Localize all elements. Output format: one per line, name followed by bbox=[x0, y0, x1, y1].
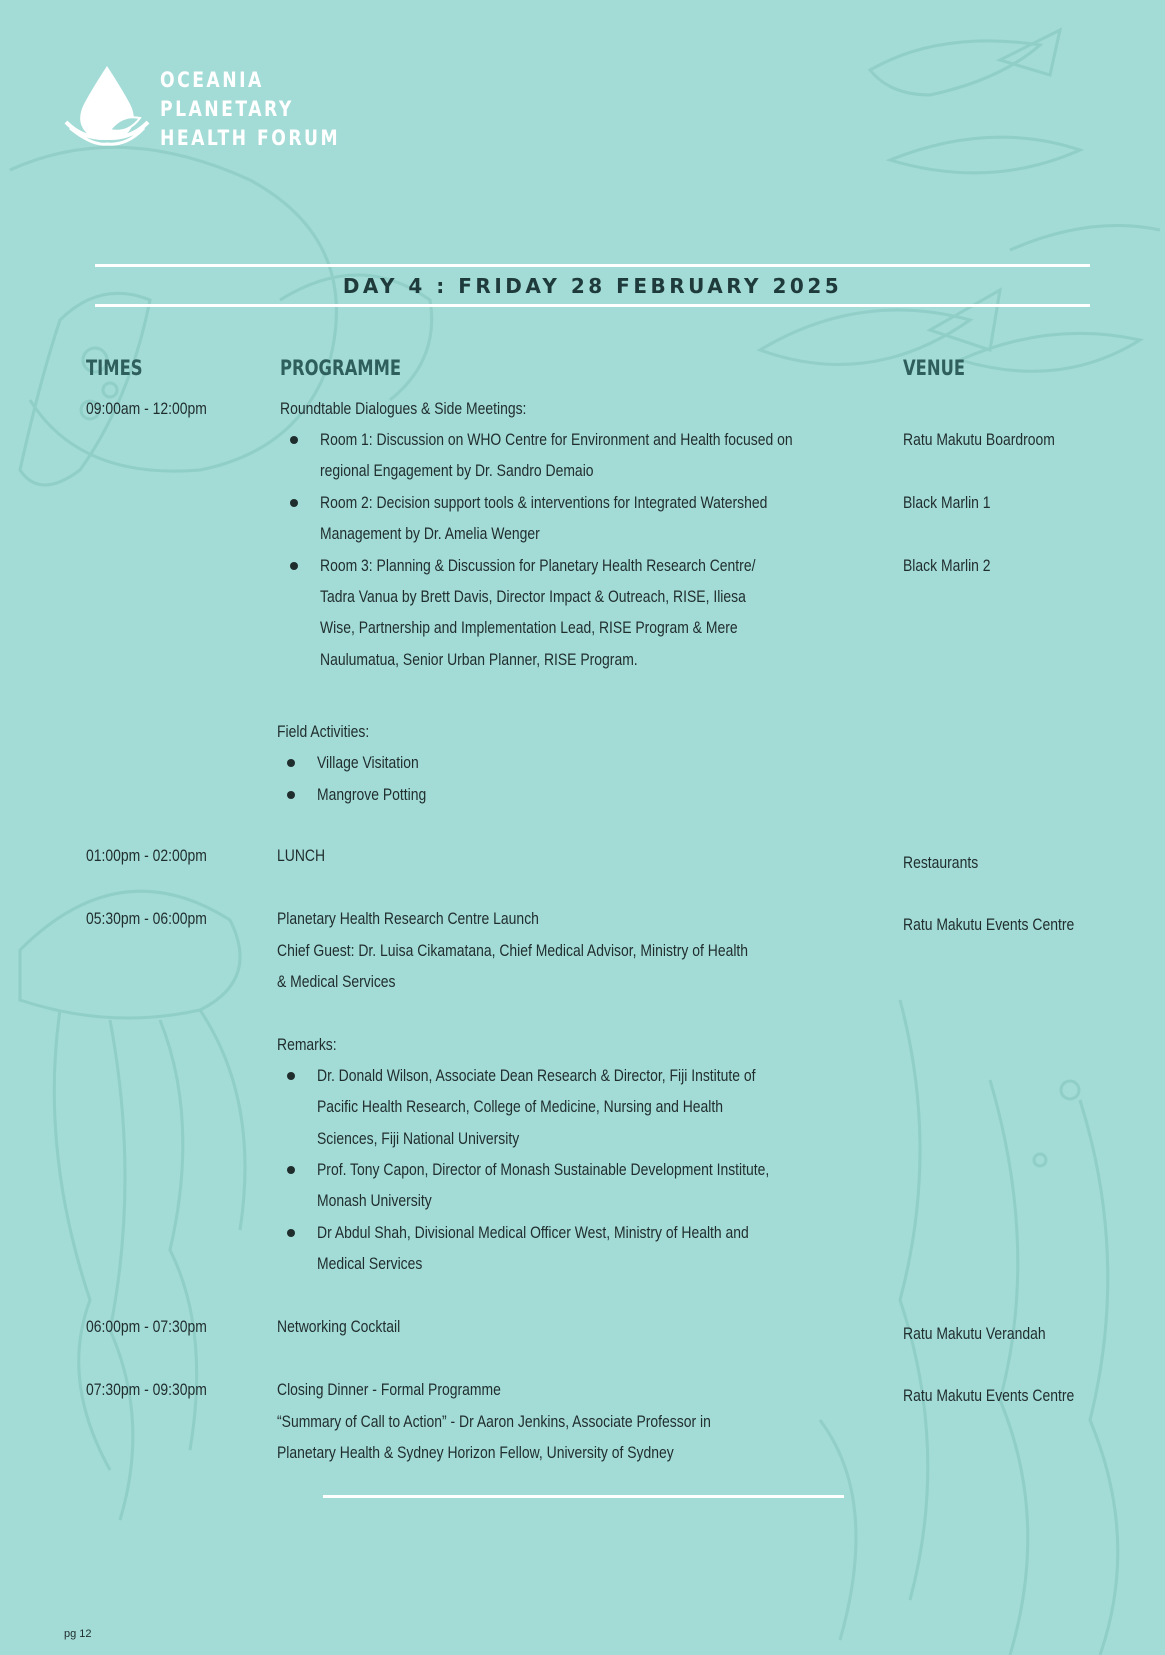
bullet bbox=[287, 759, 295, 767]
room-line: Tadra Vanua by Brett Davis, Director Impact & Outreach, RISE, Iliesa bbox=[320, 587, 746, 606]
remark-line: Monash University bbox=[317, 1191, 432, 1210]
session-venue: Ratu Makutu Verandah bbox=[903, 1324, 1046, 1343]
day-title: DAY 4 : FRIDAY 28 FEBRUARY 2025 bbox=[342, 274, 843, 298]
session-time: 06:00pm - 07:30pm bbox=[86, 1317, 207, 1336]
session-line: Planetary Health & Sydney Horizon Fellow, University of Sydney bbox=[277, 1443, 674, 1462]
session-time: 05:30pm - 06:00pm bbox=[86, 909, 207, 928]
room-line: Wise, Partnership and Implementation Lead, RISE Program & Mere bbox=[320, 618, 738, 637]
room-line: regional Engagement by Dr. Sandro Demaio bbox=[320, 461, 594, 480]
session-title: Networking Cocktail bbox=[277, 1317, 401, 1336]
session-line: Planetary Health Research Centre Launch bbox=[277, 909, 539, 928]
room-line: Management by Dr. Amelia Wenger bbox=[320, 524, 540, 543]
page-number: pg 12 bbox=[64, 1628, 92, 1640]
room-line: Room 2: Decision support tools & interventions for Integrated Watershed bbox=[320, 493, 768, 512]
session-line: “Summary of Call to Action” - Dr Aaron Jenkins, Associate Professor in bbox=[277, 1412, 711, 1431]
title-rule-bottom bbox=[95, 304, 1090, 307]
bullet bbox=[287, 1166, 295, 1174]
closing-rule bbox=[323, 1495, 844, 1498]
session-venue: Ratu Makutu Events Centre bbox=[903, 915, 1075, 934]
field-item: Mangrove Potting bbox=[317, 785, 427, 804]
session-venue: Ratu Makutu Events Centre bbox=[903, 1386, 1075, 1405]
header-venue: VENUE bbox=[903, 356, 966, 380]
room-line: Naulumatua, Senior Urban Planner, RISE Program. bbox=[320, 650, 638, 669]
logo-line-1: OCEANIA bbox=[160, 68, 264, 92]
session-venue: Restaurants bbox=[903, 853, 979, 872]
logo-line-3: HEALTH FORUM bbox=[160, 126, 341, 150]
session-line: Chief Guest: Dr. Luisa Cikamatana, Chief Medical Advisor, Ministry of Health bbox=[277, 941, 749, 960]
logo-line-2: PLANETARY bbox=[160, 97, 294, 121]
remark-line: Sciences, Fiji National University bbox=[317, 1129, 520, 1148]
header-programme: PROGRAMME bbox=[280, 356, 402, 380]
remark-line: Prof. Tony Capon, Director of Monash Sustainable Development Institute, bbox=[317, 1160, 770, 1179]
session-line: & Medical Services bbox=[277, 972, 396, 991]
remark-line: Medical Services bbox=[317, 1254, 423, 1273]
title-rule-top bbox=[95, 264, 1090, 267]
session-time: 07:30pm - 09:30pm bbox=[86, 1380, 207, 1399]
remark-line: Dr. Donald Wilson, Associate Dean Research & Director, Fiji Institute of bbox=[317, 1066, 756, 1085]
logo-wordmark bbox=[160, 66, 340, 153]
session-intro: Roundtable Dialogues & Side Meetings: bbox=[280, 399, 527, 418]
session-title: LUNCH bbox=[277, 846, 326, 865]
header-times: TIMES bbox=[86, 356, 143, 380]
remarks-title: Remarks: bbox=[277, 1035, 337, 1054]
remark-line: Pacific Health Research, College of Medicine, Nursing and Health bbox=[317, 1097, 724, 1116]
room-line: Room 3: Planning & Discussion for Planetary Health Research Centre/ bbox=[320, 556, 756, 575]
field-activities-title: Field Activities: bbox=[277, 722, 370, 741]
room-line: Room 1: Discussion on WHO Centre for Environment and Health focused on bbox=[320, 430, 793, 449]
field-item: Village Visitation bbox=[317, 753, 419, 772]
water-drop-leaf-icon bbox=[62, 64, 152, 148]
session-line: Closing Dinner - Formal Programme bbox=[277, 1380, 501, 1399]
session-time: 09:00am - 12:00pm bbox=[86, 399, 207, 418]
forum-logo bbox=[62, 62, 362, 162]
bullet bbox=[290, 436, 298, 444]
room-venue: Black Marlin 2 bbox=[903, 556, 991, 575]
bullet bbox=[290, 499, 298, 507]
remark-line: Dr Abdul Shah, Divisional Medical Officer West, Ministry of Health and bbox=[317, 1223, 749, 1242]
bullet bbox=[287, 791, 295, 799]
room-venue: Ratu Makutu Boardroom bbox=[903, 430, 1055, 449]
bullet bbox=[290, 562, 298, 570]
bullet bbox=[287, 1229, 295, 1237]
bullet bbox=[287, 1072, 295, 1080]
session-time: 01:00pm - 02:00pm bbox=[86, 846, 207, 865]
room-venue: Black Marlin 1 bbox=[903, 493, 991, 512]
